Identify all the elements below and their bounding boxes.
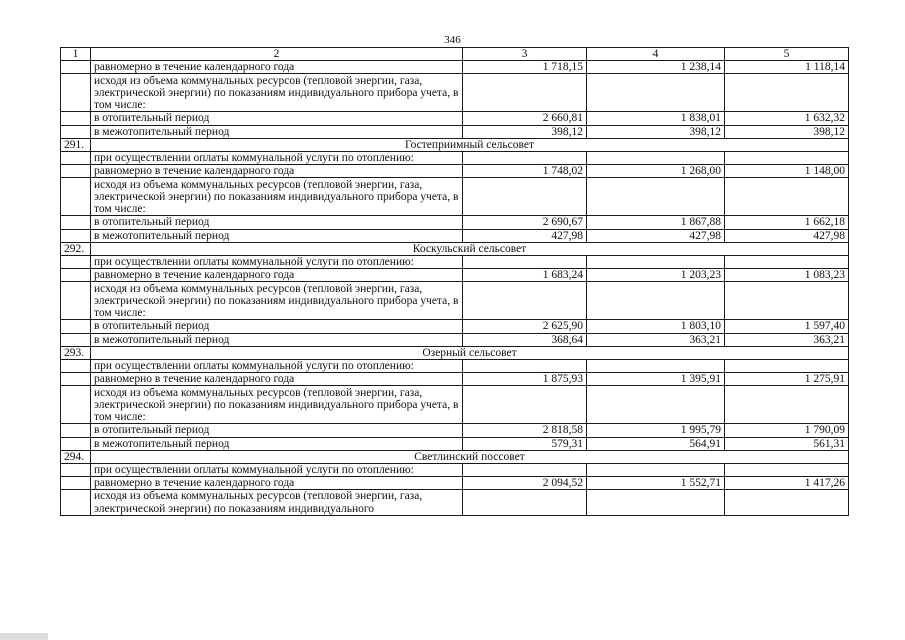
table-row	[61, 216, 849, 229]
value-col5	[725, 152, 849, 165]
note-row	[61, 256, 849, 269]
table-row	[61, 424, 849, 437]
section-title: Светлинский поссовет	[91, 450, 849, 463]
value-col3	[463, 74, 587, 112]
table-row	[61, 477, 849, 490]
row-description: в межотопительный период	[91, 229, 463, 242]
section-row	[61, 138, 849, 151]
row-description: в межотопительный период	[91, 333, 463, 346]
value-col4: 1 867,88	[587, 216, 725, 229]
row-number-cell	[61, 61, 91, 74]
value-col3: 1 683,24	[463, 269, 587, 282]
section-row	[61, 346, 849, 359]
value-col4	[587, 282, 725, 320]
table-row	[61, 373, 849, 386]
row-description: равномерно в течение календарного года	[91, 269, 463, 282]
value-col5: 1 662,18	[725, 216, 849, 229]
value-col3	[463, 490, 587, 515]
value-col5: 427,98	[725, 229, 849, 242]
row-description: исходя из объема коммунальных ресурсов (тепловой энергии, газа, электрической энергии) по показаниям индивидуального прибора учета, в том числе:	[91, 282, 463, 320]
header-cell-4: 4	[587, 48, 725, 61]
row-number-cell	[61, 437, 91, 450]
table-row	[61, 269, 849, 282]
tariff-table	[60, 47, 849, 516]
table-row	[61, 125, 849, 138]
row-description: при осуществлении оплаты коммунальной услуги по отоплению:	[91, 152, 463, 165]
row-number-cell	[61, 464, 91, 477]
row-number-cell	[61, 165, 91, 178]
value-col5: 1 148,00	[725, 165, 849, 178]
value-col5: 1 597,40	[725, 320, 849, 333]
value-col5	[725, 282, 849, 320]
value-col5: 561,31	[725, 437, 849, 450]
row-number-cell	[61, 74, 91, 112]
row-number-cell	[61, 320, 91, 333]
value-col3	[463, 282, 587, 320]
value-col3: 1 718,15	[463, 61, 587, 74]
value-col5	[725, 74, 849, 112]
section-row	[61, 450, 849, 463]
header-cell-1: 1	[61, 48, 91, 61]
row-number-cell	[61, 256, 91, 269]
row-number-cell	[61, 477, 91, 490]
row-description: при осуществлении оплаты коммунальной услуги по отоплению:	[91, 360, 463, 373]
value-col3	[463, 464, 587, 477]
value-col3: 2 094,52	[463, 477, 587, 490]
table-row	[61, 229, 849, 242]
value-col5	[725, 360, 849, 373]
row-description: равномерно в течение календарного года	[91, 165, 463, 178]
value-col5	[725, 256, 849, 269]
value-col4	[587, 178, 725, 216]
value-col4: 427,98	[587, 229, 725, 242]
value-col3: 398,12	[463, 125, 587, 138]
value-col5: 1 417,26	[725, 477, 849, 490]
value-col3: 1 748,02	[463, 165, 587, 178]
value-col4: 1 995,79	[587, 424, 725, 437]
section-row	[61, 242, 849, 255]
value-col3: 2 818,58	[463, 424, 587, 437]
row-description: равномерно в течение календарного года	[91, 61, 463, 74]
row-number-cell	[61, 152, 91, 165]
value-col5: 398,12	[725, 125, 849, 138]
note-row	[61, 360, 849, 373]
value-col4: 1 552,71	[587, 477, 725, 490]
value-col4	[587, 386, 725, 424]
value-col5: 1 632,32	[725, 112, 849, 125]
table-row	[61, 437, 849, 450]
value-col5	[725, 178, 849, 216]
section-number: 292.	[61, 242, 91, 255]
section-title: Озерный сельсовет	[91, 346, 849, 359]
value-col3	[463, 386, 587, 424]
value-col4: 363,21	[587, 333, 725, 346]
row-number-cell	[61, 269, 91, 282]
value-col3: 2 690,67	[463, 216, 587, 229]
scan-margin-mark	[0, 633, 48, 640]
row-description: равномерно в течение календарного года	[91, 477, 463, 490]
value-col5: 363,21	[725, 333, 849, 346]
metering-row	[61, 386, 849, 424]
value-col3	[463, 152, 587, 165]
row-description: исходя из объема коммунальных ресурсов (тепловой энергии, газа, электрической энергии) по показаниям индивидуального прибора учета, в том числе:	[91, 74, 463, 112]
metering-row	[61, 490, 849, 515]
row-description: в отопительный период	[91, 320, 463, 333]
page-number: 346	[444, 34, 461, 46]
header-cell-3: 3	[463, 48, 587, 61]
value-col5	[725, 386, 849, 424]
row-number-cell	[61, 424, 91, 437]
row-description: при осуществлении оплаты коммунальной услуги по отоплению:	[91, 256, 463, 269]
value-col5: 1 118,14	[725, 61, 849, 74]
table-row	[61, 61, 849, 74]
row-description: исходя из объема коммунальных ресурсов (тепловой энергии, газа, электрической энергии) по показаниям индивидуального прибора учета, в том числе:	[91, 178, 463, 216]
value-col3	[463, 178, 587, 216]
row-description: исходя из объема коммунальных ресурсов (тепловой энергии, газа, электрической энергии) по показаниям индивидуального	[91, 490, 463, 515]
row-description: исходя из объема коммунальных ресурсов (тепловой энергии, газа, электрической энергии) по показаниям индивидуального прибора учета, в том числе:	[91, 386, 463, 424]
note-row	[61, 152, 849, 165]
value-col5: 1 083,23	[725, 269, 849, 282]
row-number-cell	[61, 112, 91, 125]
row-number-cell	[61, 216, 91, 229]
value-col4: 564,91	[587, 437, 725, 450]
value-col4	[587, 464, 725, 477]
value-col4: 1 838,01	[587, 112, 725, 125]
value-col4	[587, 256, 725, 269]
row-number-cell	[61, 373, 91, 386]
section-title: Гостеприимный сельсовет	[91, 138, 849, 151]
value-col4	[587, 152, 725, 165]
value-col4	[587, 74, 725, 112]
row-description: в межотопительный период	[91, 437, 463, 450]
header-row	[61, 48, 849, 61]
table-row	[61, 333, 849, 346]
table-row	[61, 112, 849, 125]
value-col4	[587, 360, 725, 373]
section-number: 294.	[61, 450, 91, 463]
value-col4	[587, 490, 725, 515]
row-number-cell	[61, 125, 91, 138]
value-col3	[463, 360, 587, 373]
value-col5	[725, 464, 849, 477]
value-col4: 1 268,00	[587, 165, 725, 178]
table-body	[61, 48, 849, 516]
value-col4: 1 803,10	[587, 320, 725, 333]
row-number-cell	[61, 333, 91, 346]
row-description: в отопительный период	[91, 216, 463, 229]
row-description: равномерно в течение календарного года	[91, 373, 463, 386]
row-description: при осуществлении оплаты коммунальной услуги по отоплению:	[91, 464, 463, 477]
value-col3: 2 660,81	[463, 112, 587, 125]
value-col4: 1 238,14	[587, 61, 725, 74]
section-title: Коскульский сельсовет	[91, 242, 849, 255]
value-col3: 579,31	[463, 437, 587, 450]
value-col3: 427,98	[463, 229, 587, 242]
row-description: в отопительный период	[91, 424, 463, 437]
metering-row	[61, 74, 849, 112]
value-col5	[725, 490, 849, 515]
table-row	[61, 165, 849, 178]
row-number-cell	[61, 229, 91, 242]
value-col3: 1 875,93	[463, 373, 587, 386]
metering-row	[61, 178, 849, 216]
row-number-cell	[61, 386, 91, 424]
value-col4: 398,12	[587, 125, 725, 138]
row-description: в межотопительный период	[91, 125, 463, 138]
value-col3	[463, 256, 587, 269]
section-number: 293.	[61, 346, 91, 359]
row-number-cell	[61, 360, 91, 373]
section-number: 291.	[61, 138, 91, 151]
header-cell-5: 5	[725, 48, 849, 61]
value-col3: 2 625,90	[463, 320, 587, 333]
value-col4: 1 395,91	[587, 373, 725, 386]
value-col5: 1 275,91	[725, 373, 849, 386]
value-col4: 1 203,23	[587, 269, 725, 282]
row-number-cell	[61, 282, 91, 320]
note-row	[61, 464, 849, 477]
value-col3: 368,64	[463, 333, 587, 346]
table-row	[61, 320, 849, 333]
row-description: в отопительный период	[91, 112, 463, 125]
row-number-cell	[61, 490, 91, 515]
value-col5: 1 790,09	[725, 424, 849, 437]
row-number-cell	[61, 178, 91, 216]
metering-row	[61, 282, 849, 320]
header-cell-2: 2	[91, 48, 463, 61]
